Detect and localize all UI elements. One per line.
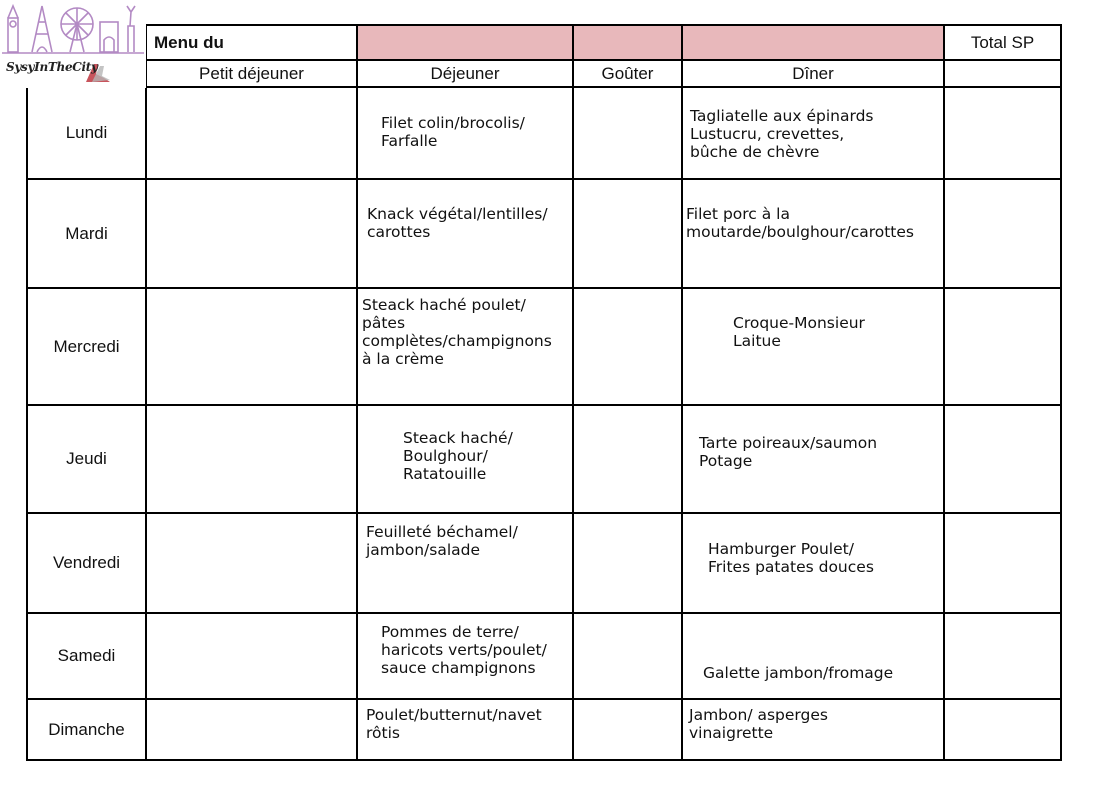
gouter-cell[interactable] — [573, 613, 682, 699]
day-label: Samedi — [57, 646, 116, 665]
dejeuner-cell[interactable]: Knack végétal/lentilles/ carottes — [367, 205, 548, 241]
menu-title: Menu du — [154, 32, 224, 52]
diner-cell[interactable]: Croque-Monsieur Laitue — [733, 314, 865, 350]
petit-dejeuner-cell[interactable] — [146, 87, 357, 179]
petit-dejeuner-cell[interactable] — [146, 613, 357, 699]
dejeuner-cell[interactable]: Feuilleté béchamel/ jambon/salade — [366, 523, 518, 559]
dejeuner-cell[interactable]: Steack haché poulet/ pâtes complètes/champignons à la crème — [362, 296, 552, 368]
total-sp-cell[interactable] — [944, 405, 1061, 513]
dejeuner-cell[interactable]: Filet colin/brocolis/ Farfalle — [381, 114, 525, 150]
total-sp-cell[interactable] — [944, 87, 1061, 179]
diner-cell[interactable]: Jambon/ asperges vinaigrette — [689, 706, 828, 742]
gouter-cell[interactable] — [573, 405, 682, 513]
petit-dejeuner-cell[interactable] — [146, 288, 357, 405]
total-sp-cell[interactable] — [944, 288, 1061, 405]
gouter-cell[interactable] — [573, 513, 682, 613]
day-label: Vendredi — [52, 553, 121, 572]
total-sp-cell[interactable] — [944, 699, 1061, 760]
petit-dejeuner-cell[interactable] — [146, 699, 357, 760]
dejeuner-cell[interactable]: Steack haché/ Boulghour/ Ratatouille — [403, 429, 513, 483]
column-header: Petit déjeuner — [199, 63, 304, 83]
gouter-cell[interactable] — [573, 179, 682, 288]
total-sp-label: Total SP — [970, 32, 1035, 52]
logo — [0, 0, 146, 88]
header-accent-cell — [682, 25, 944, 60]
gouter-cell[interactable] — [573, 87, 682, 179]
petit-dejeuner-cell[interactable] — [146, 405, 357, 513]
logo-text: SysyInTheCity — [6, 60, 98, 74]
gouter-cell[interactable] — [573, 699, 682, 760]
gouter-cell[interactable] — [573, 288, 682, 405]
diner-cell[interactable]: Tarte poireaux/saumon Potage — [699, 434, 878, 470]
total-sp-cell[interactable] — [944, 179, 1061, 288]
day-label: Lundi — [65, 123, 108, 142]
day-label: Dimanche — [48, 719, 125, 739]
petit-dejeuner-cell[interactable] — [146, 513, 357, 613]
diner-cell[interactable]: Tagliatelle aux épinards Lustucru, crevettes, bûche de chèvre — [690, 107, 874, 161]
petit-dejeuner-cell[interactable] — [146, 179, 357, 288]
column-header: Déjeuner — [430, 63, 500, 83]
dejeuner-cell[interactable]: Poulet/butternut/navet rôtis — [366, 706, 542, 742]
day-label: Mercredi — [53, 336, 120, 356]
total-sp-cell[interactable] — [944, 513, 1061, 613]
total-sp-cell[interactable] — [944, 613, 1061, 699]
header-accent-cell — [357, 25, 573, 60]
column-header: Dîner — [792, 63, 834, 83]
diner-cell[interactable]: Filet porc à la moutarde/boulghour/carottes — [686, 205, 914, 241]
diner-cell[interactable]: Galette jambon/fromage — [703, 664, 894, 682]
paris-monuments-icon — [2, 0, 144, 58]
header-accent-cell — [573, 25, 682, 60]
day-label: Jeudi — [66, 449, 107, 468]
column-header: Goûter — [601, 63, 654, 83]
dejeuner-cell[interactable]: Pommes de terre/ haricots verts/poulet/ sauce champignons — [381, 623, 547, 677]
diner-cell[interactable]: Hamburger Poulet/ Frites patates douces — [708, 540, 874, 576]
day-label: Mardi — [65, 223, 108, 243]
